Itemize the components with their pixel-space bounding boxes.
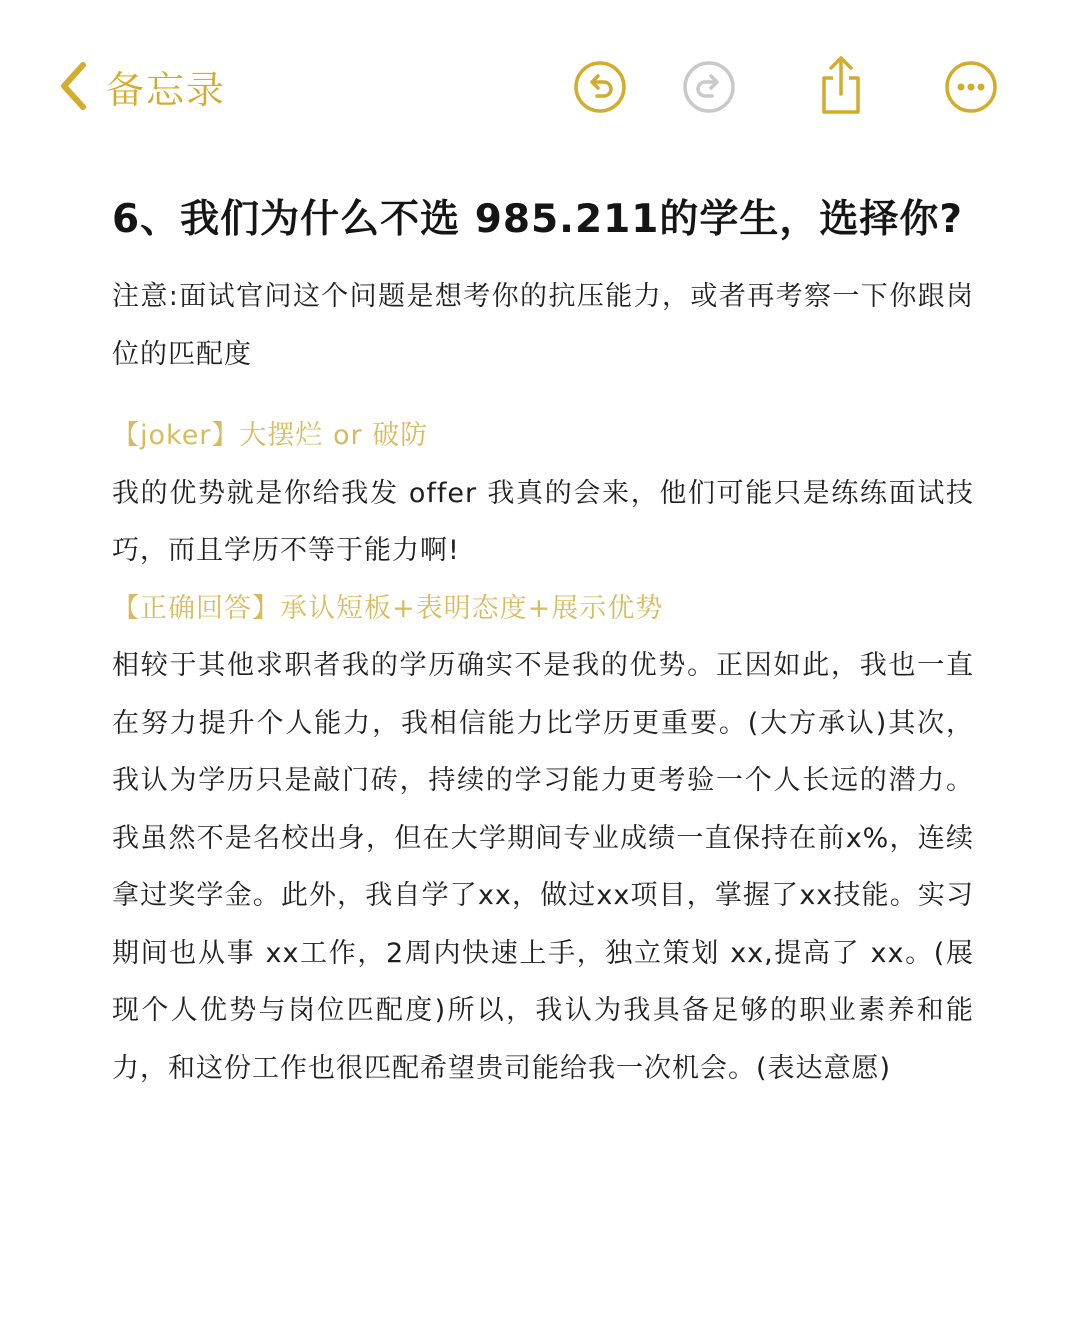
undo-icon xyxy=(573,60,627,114)
undo-button[interactable] xyxy=(573,60,627,114)
navigation-bar xyxy=(0,0,1080,170)
back-label: 备忘录 xyxy=(106,67,227,112)
more-icon xyxy=(944,60,998,114)
share-icon xyxy=(814,54,868,116)
back-button[interactable] xyxy=(58,58,226,114)
note-body[interactable] xyxy=(112,190,974,1097)
joker-section-heading: 【joker】大摆烂 or 破防 xyxy=(112,420,429,451)
correct-answer-paragraph: 相较于其他求职者我的学历确实不是我的优势。正因如此，我也一直在努力提升个人能力，我相信能力比学历更重要。(大方承认)其次，我认为学历只是敲门砖，持续的学习能力更考验一个人长远的潜力。我虽然不是名校出身，但在大学期间专业成绩一直保持在前x%，连续拿过奖学金。此外，我自学了xx，做过xx项目，掌握了xx技能。实习期间也从事 xx工作，2周内快速上手，独立策划 xx,提高了 xx。(展现个人优势与岗位匹配度)所以，我认为我具备足够的职业素养和能力，和这份工作也很匹配希望贵司能给我一次机会。(表达意愿) xyxy=(112,650,974,1084)
correct-section-heading: 【正确回答】承认短板+表明态度+展示优势 xyxy=(112,592,664,624)
redo-icon xyxy=(682,60,736,114)
redo-button[interactable] xyxy=(682,60,736,114)
chevron-left-icon xyxy=(58,61,88,111)
share-button[interactable] xyxy=(814,54,868,116)
joker-answer-paragraph: 我的优势就是你给我发 offer 我真的会来，他们可能只是练练面试技巧，而且学历不等于能力啊! xyxy=(112,477,974,566)
note-title: 6、我们为什么不选 985.211的学生，选择你? xyxy=(112,197,963,242)
attention-paragraph: 注意:面试官问这个问题是想考你的抗压能力，或者再考察一下你跟岗位的匹配度 xyxy=(112,281,974,370)
more-button[interactable] xyxy=(944,60,998,114)
